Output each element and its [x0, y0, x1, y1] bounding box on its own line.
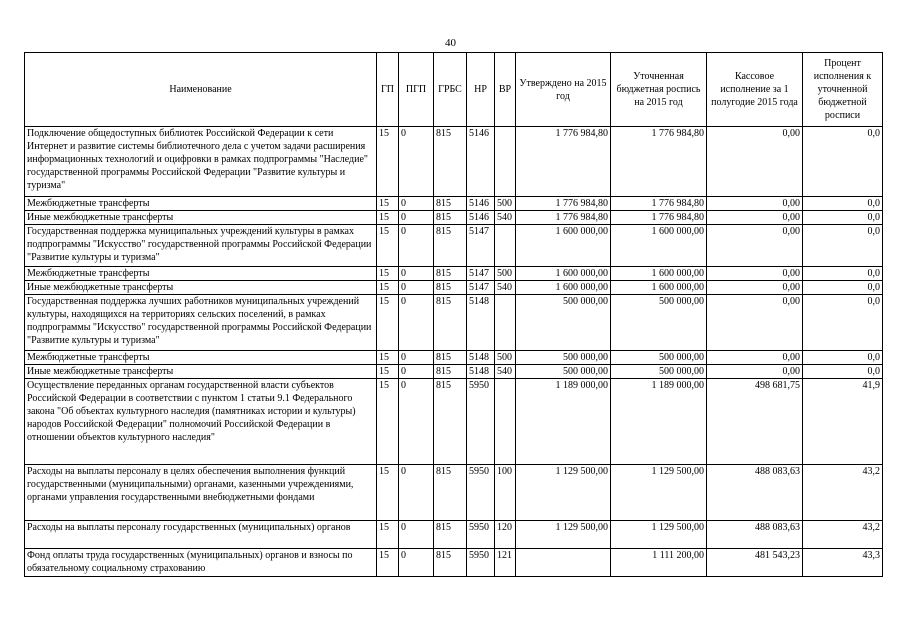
cell-cash: 0,00: [707, 267, 803, 281]
table-row: [25, 365, 883, 379]
cell-gp: 15: [377, 281, 399, 295]
cell-refined: 1 776 984,80: [611, 211, 707, 225]
page-number: 40: [445, 37, 456, 49]
cell-name: Иные межбюджетные трансферты: [25, 211, 377, 225]
cell-approved: 1 600 000,00: [516, 225, 611, 267]
cell-gp: 15: [377, 379, 399, 465]
cell-approved: 1 776 984,80: [516, 197, 611, 211]
cell-name: Государственная поддержка муниципальных учреждений культуры в рамках подпрограммы "Искусство" государственной программы Российской Федерации "Развитие культуры и туризма": [25, 225, 377, 267]
cell-refined: 1 776 984,80: [611, 127, 707, 197]
cell-gp: 15: [377, 267, 399, 281]
cell-grbs: 815: [434, 549, 467, 577]
cell-gp: 15: [377, 197, 399, 211]
cell-approved: 1 600 000,00: [516, 281, 611, 295]
cell-ppgp: 0: [399, 197, 434, 211]
cell-np: 5950: [467, 379, 495, 465]
cell-name: Межбюджетные трансферты: [25, 197, 377, 211]
cell-name: Государственная поддержка лучших работников муниципальных учреждений культуры, находящихся на территориях сельских поселений, в рамках подпрограммы "Искусство" государственной программы Российской Федерации "Развитие культуры и туризма": [25, 295, 377, 351]
cell-approved: 500 000,00: [516, 351, 611, 365]
cell-gp: 15: [377, 351, 399, 365]
cell-cash: 488 083,63: [707, 465, 803, 521]
cell-refined: 500 000,00: [611, 365, 707, 379]
cell-name: Расходы на выплаты персоналу в целях обеспечения выполнения функций государственными (муниципальными) органами, казенными учреждениями, органами управления государственными внебюджетными фондами: [25, 465, 377, 521]
cell-approved: [516, 549, 611, 577]
header-ppgp: ПГП: [399, 53, 434, 127]
cell-percent: 0,0: [803, 351, 883, 365]
cell-grbs: 815: [434, 379, 467, 465]
cell-percent: 43,3: [803, 549, 883, 577]
cell-approved: 500 000,00: [516, 365, 611, 379]
cell-vr: [495, 225, 516, 267]
cell-percent: 0,0: [803, 197, 883, 211]
table-row: [25, 379, 883, 465]
header-gp: ГП: [377, 53, 399, 127]
table-row: [25, 267, 883, 281]
cell-np: 5146: [467, 197, 495, 211]
cell-cash: 488 083,63: [707, 521, 803, 549]
cell-grbs: 815: [434, 197, 467, 211]
table-row: [25, 465, 883, 521]
cell-np: 5147: [467, 225, 495, 267]
header-percent: Процент исполнения к уточненной бюджетной росписи: [803, 53, 883, 127]
budget-execution-table: [24, 52, 883, 577]
cell-cash: 0,00: [707, 211, 803, 225]
cell-vr: 500: [495, 197, 516, 211]
table-row: [25, 351, 883, 365]
cell-ppgp: 0: [399, 379, 434, 465]
cell-grbs: 815: [434, 211, 467, 225]
cell-percent: 43,2: [803, 465, 883, 521]
cell-refined: 1 129 500,00: [611, 521, 707, 549]
cell-gp: 15: [377, 295, 399, 351]
cell-name: Осуществление переданных органам государственной власти субъектов Российской Федерации в соответствии с пунктом 1 статьи 9.1 Федерального закона "Об объектах культурного наследия (памятниках истории и культуры) народов Российской Федерации" полномочий Российской Федерации в отношении объектов культурного наследия": [25, 379, 377, 465]
cell-cash: 0,00: [707, 281, 803, 295]
cell-ppgp: 0: [399, 351, 434, 365]
cell-vr: 121: [495, 549, 516, 577]
cell-name: Фонд оплаты труда государственных (муниципальных) органов и взносы по обязательному социальному страхованию: [25, 549, 377, 577]
header-approved: Утверждено на 2015 год: [516, 53, 611, 127]
cell-cash: 0,00: [707, 351, 803, 365]
header-vr: ВР: [495, 53, 516, 127]
cell-approved: 1 129 500,00: [516, 521, 611, 549]
cell-grbs: 815: [434, 127, 467, 197]
cell-cash: 0,00: [707, 365, 803, 379]
cell-refined: 1 776 984,80: [611, 197, 707, 211]
table-row: [25, 197, 883, 211]
cell-vr: 540: [495, 365, 516, 379]
cell-vr: 100: [495, 465, 516, 521]
cell-grbs: 815: [434, 365, 467, 379]
cell-approved: 1 776 984,80: [516, 211, 611, 225]
header-cash: Кассовое исполнение за 1 полугодие 2015 года: [707, 53, 803, 127]
cell-vr: [495, 295, 516, 351]
cell-percent: 43,2: [803, 521, 883, 549]
cell-ppgp: 0: [399, 365, 434, 379]
cell-percent: 0,0: [803, 267, 883, 281]
header-refined: Уточненная бюджетная роспись на 2015 год: [611, 53, 707, 127]
cell-gp: 15: [377, 365, 399, 379]
cell-name: Иные межбюджетные трансферты: [25, 365, 377, 379]
cell-approved: 1 776 984,80: [516, 127, 611, 197]
cell-cash: 0,00: [707, 225, 803, 267]
cell-percent: 41,9: [803, 379, 883, 465]
cell-ppgp: 0: [399, 127, 434, 197]
cell-approved: 1 129 500,00: [516, 465, 611, 521]
cell-cash: 498 681,75: [707, 379, 803, 465]
cell-name: Межбюджетные трансферты: [25, 267, 377, 281]
cell-cash: 481 543,23: [707, 549, 803, 577]
cell-percent: 0,0: [803, 225, 883, 267]
cell-vr: 540: [495, 211, 516, 225]
cell-refined: 1 111 200,00: [611, 549, 707, 577]
cell-approved: 1 600 000,00: [516, 267, 611, 281]
cell-ppgp: 0: [399, 225, 434, 267]
header-grbs: ГРБС: [434, 53, 467, 127]
cell-ppgp: 0: [399, 549, 434, 577]
cell-name: Подключение общедоступных библиотек Российской Федерации к сети Интернет и развитие системы библиотечного дела с учетом задачи расширения информационных технологий и оцифровки в рамках подпрограммы "Наследие" государственной программы Российской Федерации "Развитие культуры и туризма": [25, 127, 377, 197]
table-row: [25, 211, 883, 225]
cell-vr: 500: [495, 351, 516, 365]
cell-ppgp: 0: [399, 211, 434, 225]
cell-grbs: 815: [434, 281, 467, 295]
cell-vr: 540: [495, 281, 516, 295]
cell-refined: 500 000,00: [611, 351, 707, 365]
cell-ppgp: 0: [399, 465, 434, 521]
cell-vr: [495, 127, 516, 197]
cell-cash: 0,00: [707, 127, 803, 197]
cell-percent: 0,0: [803, 281, 883, 295]
cell-np: 5148: [467, 351, 495, 365]
cell-grbs: 815: [434, 267, 467, 281]
cell-name: Расходы на выплаты персоналу государственных (муниципальных) органов: [25, 521, 377, 549]
cell-refined: 1 129 500,00: [611, 465, 707, 521]
cell-cash: 0,00: [707, 197, 803, 211]
cell-np: 5950: [467, 549, 495, 577]
cell-percent: 0,0: [803, 365, 883, 379]
cell-ppgp: 0: [399, 281, 434, 295]
cell-grbs: 815: [434, 225, 467, 267]
cell-gp: 15: [377, 549, 399, 577]
cell-name: Иные межбюджетные трансферты: [25, 281, 377, 295]
cell-approved: 1 189 000,00: [516, 379, 611, 465]
cell-np: 5146: [467, 127, 495, 197]
cell-ppgp: 0: [399, 521, 434, 549]
cell-gp: 15: [377, 225, 399, 267]
cell-np: 5146: [467, 211, 495, 225]
header-np: НР: [467, 53, 495, 127]
cell-refined: 1 600 000,00: [611, 225, 707, 267]
cell-cash: 0,00: [707, 295, 803, 351]
cell-vr: 500: [495, 267, 516, 281]
cell-refined: 1 189 000,00: [611, 379, 707, 465]
table-row: [25, 521, 883, 549]
cell-gp: 15: [377, 465, 399, 521]
cell-np: 5147: [467, 281, 495, 295]
cell-ppgp: 0: [399, 267, 434, 281]
table-row: [25, 281, 883, 295]
cell-approved: 500 000,00: [516, 295, 611, 351]
cell-refined: 1 600 000,00: [611, 281, 707, 295]
cell-grbs: 815: [434, 295, 467, 351]
table-row: [25, 549, 883, 577]
cell-grbs: 815: [434, 351, 467, 365]
table-row: [25, 295, 883, 351]
cell-percent: 0,0: [803, 295, 883, 351]
cell-gp: 15: [377, 127, 399, 197]
cell-percent: 0,0: [803, 211, 883, 225]
cell-gp: 15: [377, 521, 399, 549]
cell-grbs: 815: [434, 465, 467, 521]
cell-gp: 15: [377, 211, 399, 225]
cell-np: 5148: [467, 365, 495, 379]
cell-refined: 500 000,00: [611, 295, 707, 351]
cell-vr: [495, 379, 516, 465]
cell-grbs: 815: [434, 521, 467, 549]
cell-name: Межбюджетные трансферты: [25, 351, 377, 365]
table-row: [25, 127, 883, 197]
table-header-row: [25, 53, 883, 127]
cell-vr: 120: [495, 521, 516, 549]
cell-ppgp: 0: [399, 295, 434, 351]
cell-refined: 1 600 000,00: [611, 267, 707, 281]
cell-np: 5950: [467, 521, 495, 549]
cell-percent: 0,0: [803, 127, 883, 197]
header-name: Наименование: [25, 53, 377, 127]
cell-np: 5147: [467, 267, 495, 281]
table-row: [25, 225, 883, 267]
cell-np: 5148: [467, 295, 495, 351]
cell-np: 5950: [467, 465, 495, 521]
